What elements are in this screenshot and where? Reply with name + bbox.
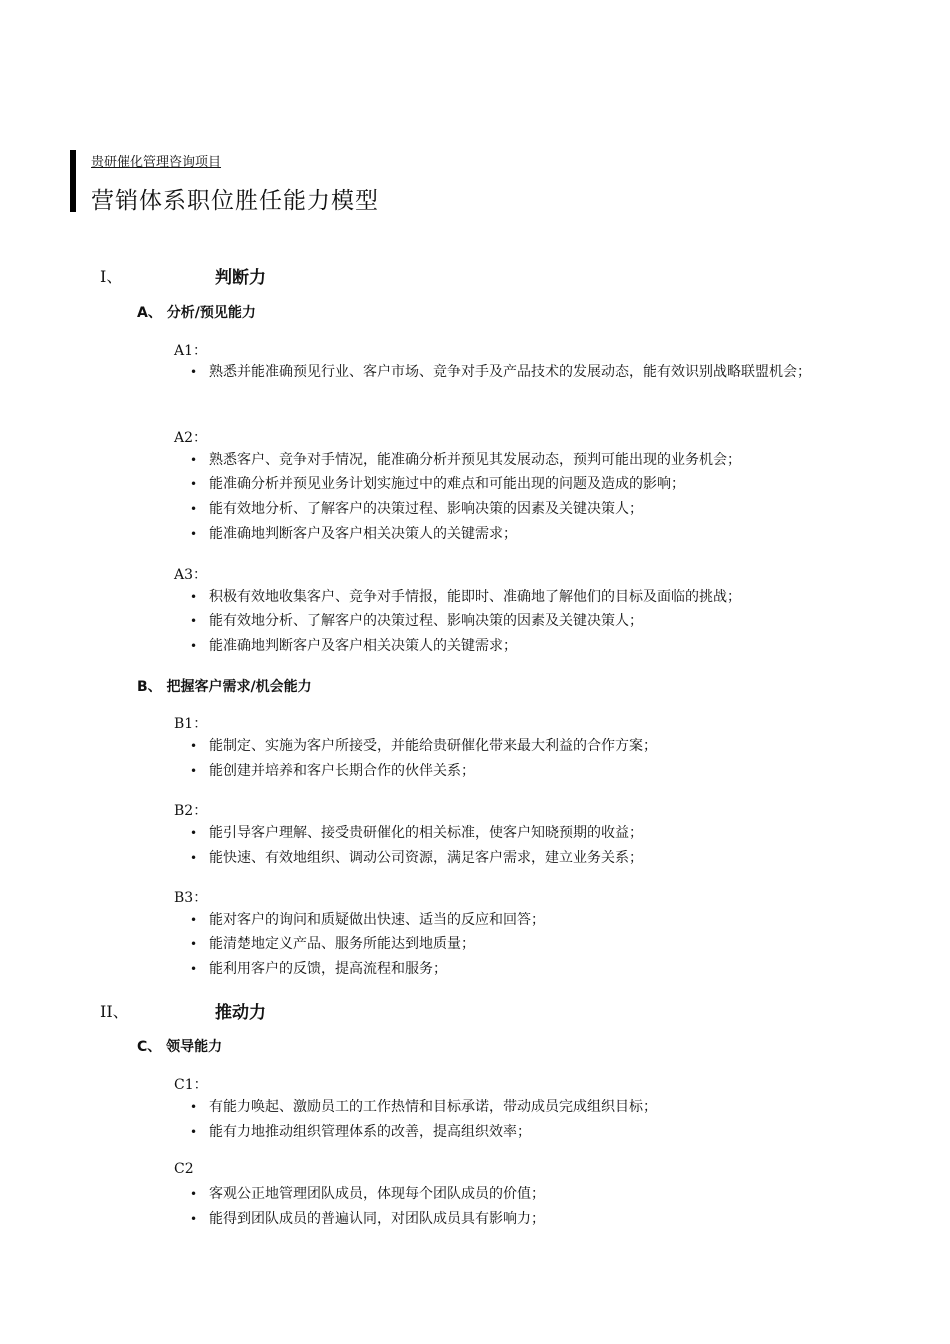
bullet-icon: • (190, 937, 198, 951)
bullet-icon: • (190, 590, 198, 604)
bullet-icon: • (190, 1100, 198, 1114)
section-title: 推动力 (215, 1003, 266, 1023)
bullet-icon: • (190, 639, 198, 653)
bullet-icon: • (190, 527, 198, 541)
list-item: • 能快速、有效地组织、调动公司资源，满足客户需求，建立业务关系； (190, 846, 850, 871)
page-title: 营销体系职位胜任能力模型 (91, 188, 379, 214)
bullet-icon: • (190, 365, 198, 379)
bullet-icon: • (190, 851, 198, 865)
list-item: • 能利用客户的反馈，提高流程和服务； (190, 957, 850, 982)
bullet-icon: • (190, 764, 198, 778)
section-title: 判断力 (215, 268, 266, 288)
level-label: C2 (174, 1161, 194, 1177)
list-item: • 积极有效地收集客户、竞争对手情报，能即时、准确地了解他们的目标及面临的挑战； (190, 585, 850, 610)
level-label: A3： (174, 567, 208, 583)
subsection-title: A、 分析/预见能力 (137, 305, 256, 321)
list-item: • 客观公正地管理团队成员，体现每个团队成员的价值； (190, 1182, 850, 1207)
bullet-icon: • (190, 826, 198, 840)
bullet-icon: • (190, 477, 198, 491)
level-label: C1： (174, 1077, 208, 1093)
list-item: • 熟悉并能准确预见行业、客户市场、竞争对手及产品技术的发展动态，能有效识别战略联盟机会； (190, 360, 850, 385)
bullet-icon: • (190, 962, 198, 976)
list-item: • 能对客户的询问和质疑做出快速、适当的反应和回答； (190, 908, 850, 933)
bullet-icon: • (190, 502, 198, 516)
bullet-icon: • (190, 614, 198, 628)
section-number: II、 (100, 1002, 129, 1021)
list-item: • 能有效地分析、了解客户的决策过程、影响决策的因素及关键决策人； (190, 609, 850, 634)
list-item: • 能有力地推动组织管理体系的改善，提高组织效率； (190, 1120, 850, 1145)
bullet-icon: • (190, 739, 198, 753)
bullet-icon: • (190, 453, 198, 467)
bullet-icon: • (190, 1187, 198, 1201)
list-item: • 能引导客户理解、接受贵研催化的相关标准，使客户知晓预期的收益； (190, 821, 850, 846)
project-name: 贵研催化管理咨询项目 (91, 155, 222, 170)
list-item: • 熟悉客户、竞争对手情况，能准确分析并预见其发展动态，预判可能出现的业务机会； (190, 448, 850, 473)
subsection-title: C、 领导能力 (137, 1039, 223, 1055)
list-item: • 能准确地判断客户及客户相关决策人的关键需求； (190, 522, 850, 547)
section-number: I、 (100, 267, 123, 286)
list-item: • 能得到团队成员的普遍认同，对团队成员具有影响力； (190, 1207, 850, 1232)
level-label: B1： (174, 716, 208, 732)
bullet-icon: • (190, 913, 198, 927)
list-item: • 有能力唤起、激励员工的工作热情和目标承诺，带动成员完成组织目标； (190, 1095, 850, 1120)
bullet-icon: • (190, 1212, 198, 1226)
level-label: A1： (174, 343, 208, 359)
level-label: B3： (174, 890, 208, 906)
list-item: • 能有效地分析、了解客户的决策过程、影响决策的因素及关键决策人； (190, 497, 850, 522)
level-label: A2： (174, 430, 208, 446)
bullet-icon: • (190, 1125, 198, 1139)
list-item: • 能准确地判断客户及客户相关决策人的关键需求； (190, 634, 850, 659)
list-item: • 能清楚地定义产品、服务所能达到地质量； (190, 932, 850, 957)
subsection-title: B、 把握客户需求/机会能力 (137, 679, 312, 695)
level-label: B2： (174, 803, 208, 819)
header-accent-bar (70, 150, 76, 212)
list-item: • 能准确分析并预见业务计划实施过中的难点和可能出现的问题及造成的影响； (190, 472, 850, 497)
list-item: • 能创建并培养和客户长期合作的伙伴关系； (190, 759, 850, 784)
list-item: • 能制定、实施为客户所接受，并能给贵研催化带来最大利益的合作方案； (190, 734, 850, 759)
